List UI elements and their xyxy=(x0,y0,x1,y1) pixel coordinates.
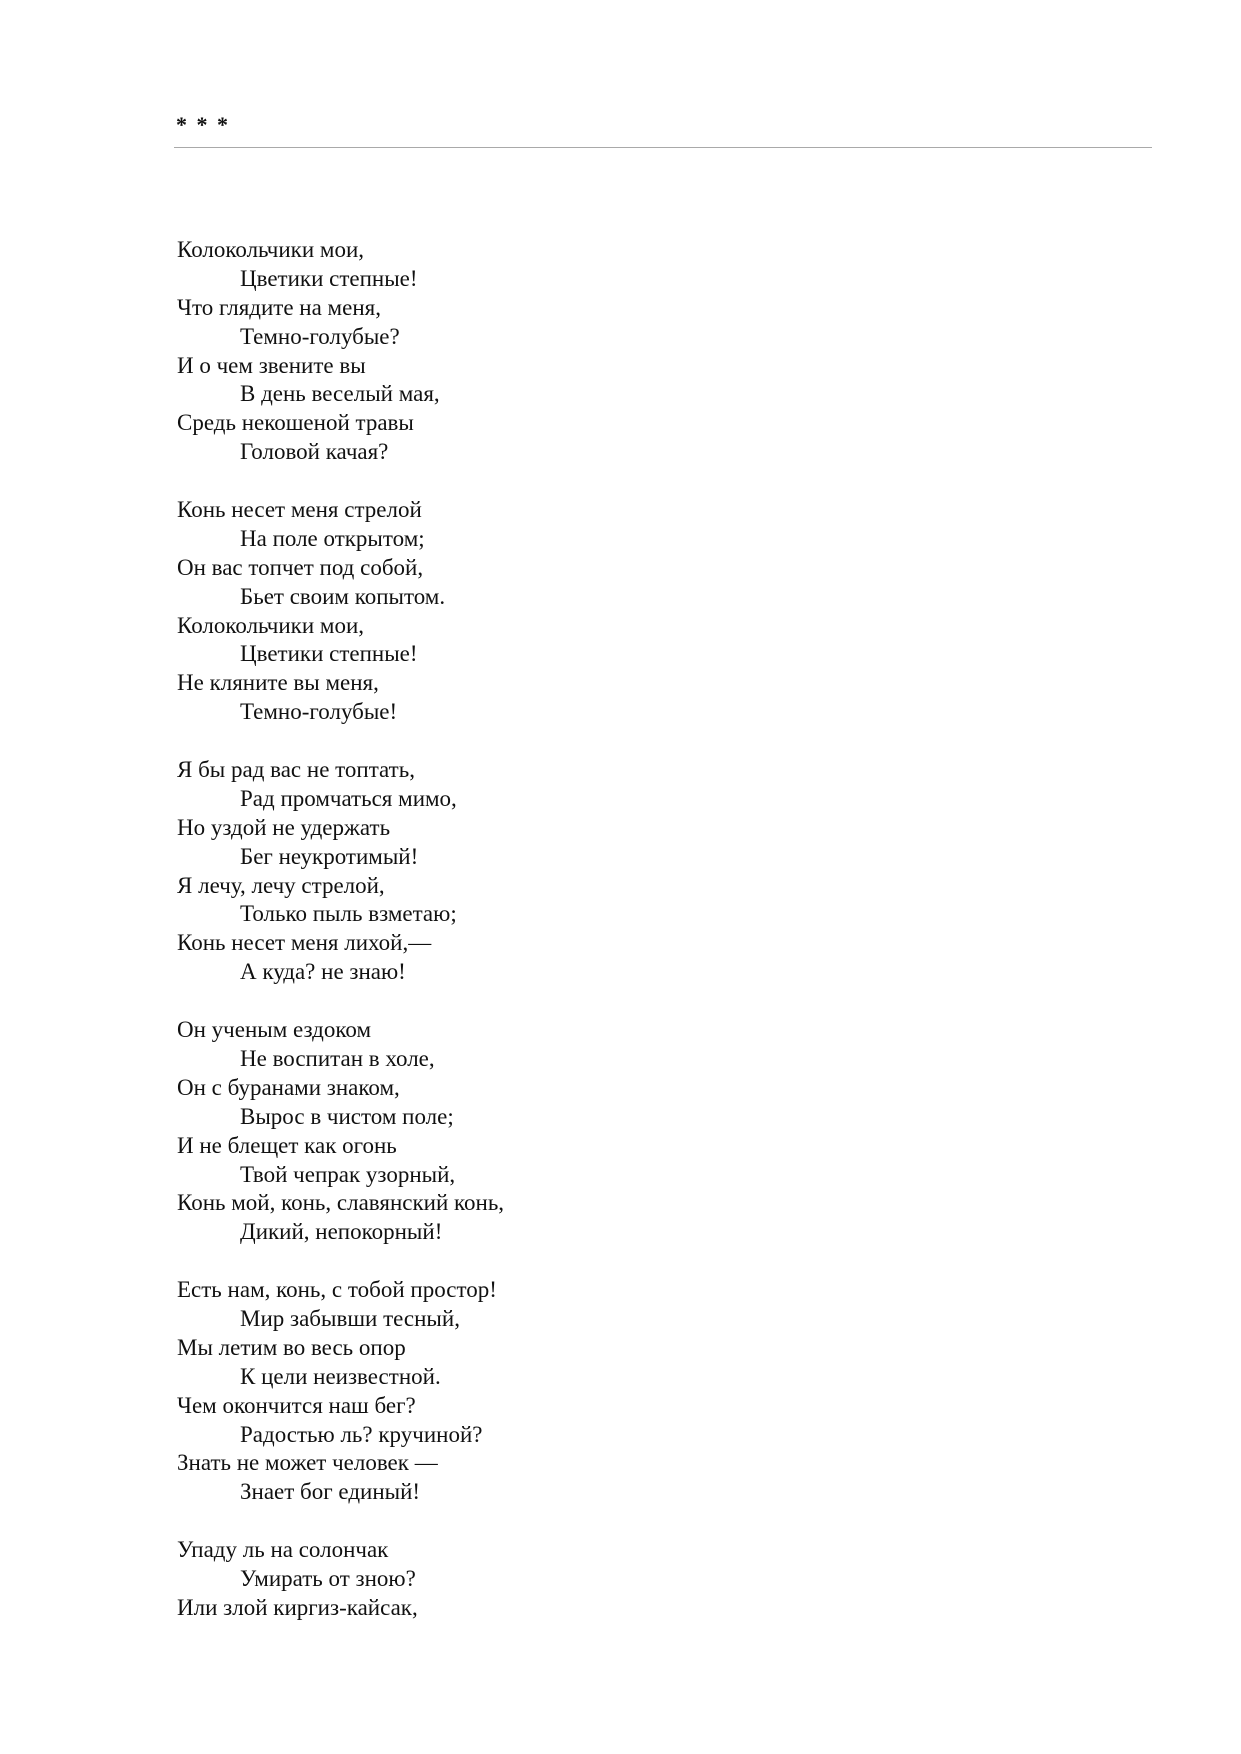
stanza xyxy=(177,756,1077,987)
poem-line: Но уздой не удержать xyxy=(177,814,391,840)
poem-line: Знать не может человек — xyxy=(177,1450,438,1476)
poem-line: Упаду ль на солончак xyxy=(177,1537,389,1563)
poem-line: И о чем звените вы xyxy=(177,352,366,378)
poem-line: Он вас топчет под собой, xyxy=(177,554,424,580)
poem-line: Он ученым ездоком xyxy=(177,1017,371,1043)
poem-line: Не кляните вы меня, xyxy=(177,670,379,696)
stanza-gap xyxy=(177,727,1077,756)
poem-line: Головой качая? xyxy=(240,439,389,465)
header-divider xyxy=(174,147,1152,148)
poem-line: В день веселый мая, xyxy=(240,381,440,407)
stanza-gap xyxy=(177,467,1077,496)
poem-line: А куда? не знаю! xyxy=(240,959,406,985)
poem-line: Есть нам, конь, с тобой простор! xyxy=(177,1277,497,1303)
poem-line: Я лечу, лечу стрелой, xyxy=(177,872,385,898)
poem-line: И не блещет как огонь xyxy=(177,1132,397,1158)
poem-line: Чем окончится наш бег? xyxy=(177,1392,416,1418)
poem-line: Цветики степные! xyxy=(240,641,418,667)
poem-line: Что глядите на меня, xyxy=(177,294,381,320)
poem-line: Дикий, непокорный! xyxy=(240,1219,443,1245)
poem-line: Не воспитан в холе, xyxy=(240,1045,435,1071)
stanza-gap xyxy=(177,1247,1077,1276)
poem-line: Или злой киргиз-кайсак, xyxy=(177,1594,418,1620)
stanza-gap xyxy=(177,1507,1077,1536)
stanza xyxy=(177,1016,1077,1247)
poem-line: К цели неизвестной. xyxy=(240,1363,441,1389)
poem-line: Вырос в чистом поле; xyxy=(240,1103,454,1129)
poem-line: Конь несет меня лихой,— xyxy=(177,930,432,956)
stanza xyxy=(177,236,1077,467)
poem-line: Только пыль взметаю; xyxy=(240,901,457,927)
poem-line: Знает бог единый! xyxy=(240,1479,421,1505)
poem-line: Темно-голубые! xyxy=(240,699,398,725)
stanza xyxy=(177,496,1077,727)
poem-line: Мы летим во весь опор xyxy=(177,1334,406,1360)
poem-line: Цветики степные! xyxy=(240,265,418,291)
poem-line: Бег неукротимый! xyxy=(240,843,419,869)
poem-line: Умирать от зною? xyxy=(240,1565,416,1591)
poem-line: На поле открытом; xyxy=(240,525,425,551)
poem-line: Рад промчаться мимо, xyxy=(240,785,457,811)
poem-line: Колокольчики мои, xyxy=(177,237,365,262)
poem-line: Он с буранами знаком, xyxy=(177,1074,400,1100)
poem-line: Мир забывши тесный, xyxy=(240,1305,460,1331)
section-mark: * * * xyxy=(176,112,230,137)
poem-line: Бьет своим копытом. xyxy=(240,583,446,609)
stanza xyxy=(177,1276,1077,1507)
stanza xyxy=(177,1536,1077,1623)
poem-line: Средь некошеной травы xyxy=(177,410,414,436)
poem-line: Конь мой, конь, славянский конь, xyxy=(177,1190,505,1216)
poem-line: Темно-голубые? xyxy=(240,323,400,349)
poem-body xyxy=(177,236,1077,1623)
poem-line: Колокольчики мои, xyxy=(177,612,365,638)
poem-line: Я бы рад вас не топтать, xyxy=(177,757,415,783)
poem-line: Твой чепрак узорный, xyxy=(240,1161,456,1187)
poem-line: Конь несет меня стрелой xyxy=(177,497,422,523)
stanza-gap xyxy=(177,987,1077,1016)
poem-line: Радостью ль? кручиной? xyxy=(240,1421,483,1447)
